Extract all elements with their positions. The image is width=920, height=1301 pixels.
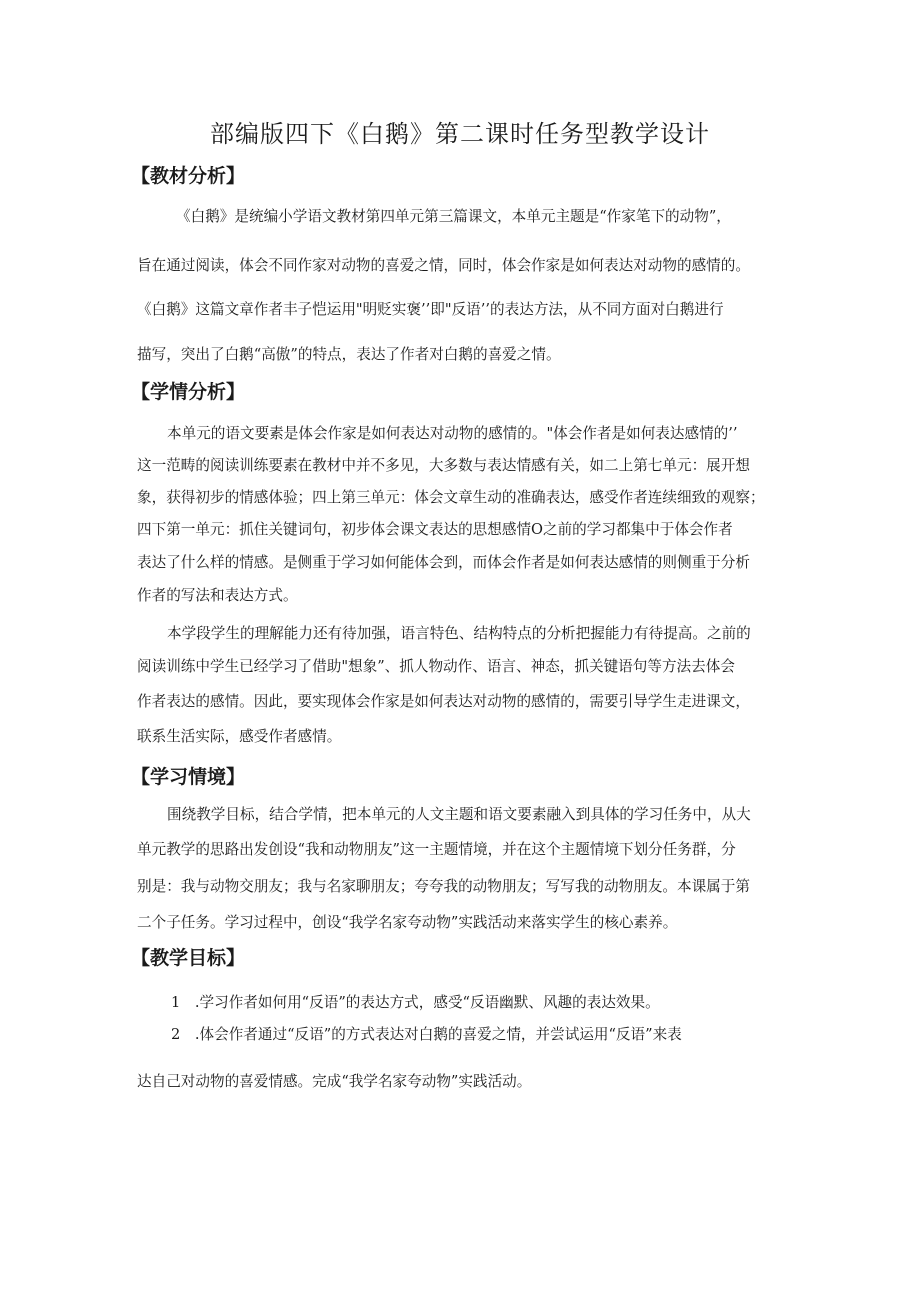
section-heading-teaching-goals: 【教学目标】	[131, 947, 246, 969]
paragraph-line: 本学段学生的理解能力还有待加强，语言特色、结构特点的分析把握能力有待提高。之前的	[167, 625, 751, 642]
paragraph-line: 二个子任务。学习过程中，创设“我学名家夸动物”实践活动来落实学生的核心素养。	[137, 914, 678, 931]
paragraph-line: 象，获得初步的情感体验；四上第三单元：体会文章生动的准确表达，感受作者连续细致的观察；	[137, 489, 765, 506]
goal-item: 2 .体会作者通过“反语”的方式表达对白鹅的喜爱之情，并尝试运用“反语”来表	[171, 1026, 682, 1043]
document-title: 部编版四下《白鹅》第二课时任务型教学设计	[210, 120, 710, 148]
goal-item: 1 .学习作者如何用“反语”的表达方式，感受“反语幽默、风趣的表达效果。	[171, 994, 660, 1011]
paragraph-line: 联系生活实际，感受作者感情。	[137, 728, 342, 745]
paragraph-line: 本单元的语文要素是体会作家是如何表达对动物的感情的。"体会作者是如何表达感情的’’	[167, 425, 738, 442]
section-heading-learning-context: 【学习情境】	[131, 766, 246, 788]
paragraph-line: 这一范畴的阅读训练要素在教材中并不多见，大多数与表达情感有关，如二上第七单元：展开想	[137, 457, 750, 474]
paragraph-line: 别是：我与动物交朋友；我与名家聊朋友；夸夸我的动物朋友；写写我的动物朋友。本课属于第	[137, 878, 750, 895]
paragraph-line: 阅读训练中学生已经学习了借助"想象”、抓人物动作、语言、神态，抓关键语句等方法去体会	[137, 658, 735, 675]
section-heading-textbook-analysis: 【教材分析】	[131, 165, 246, 187]
paragraph-line: 四下第一单元：抓住关键词句，初步体会课文表达的思想感情O之前的学习都集中于体会作者	[137, 521, 733, 538]
paragraph-line: 达自己对动物的喜爱情感。完成“我学名家夸动物”实践活动。	[137, 1073, 532, 1090]
paragraph-line: 单元教学的思路出发创设“我和动物朋友”这一主题情境，并在这个主题情境下划分任务群，分	[137, 841, 736, 858]
paragraph-line: 围绕教学目标，结合学情，把本单元的人文主题和语文要素融入到具体的学习任务中，从大	[167, 806, 751, 823]
paragraph-line: 《白鹅》这篇文章作者丰子恺运用"明贬实褒’’即"反语’’的表达方法，从不同方面对白鹅进行	[137, 301, 724, 318]
section-heading-learner-analysis: 【学情分析】	[131, 381, 246, 403]
paragraph-line: 表达了什么样的情感。是侧重于学习如何能体会到，而体会作者是如何表达感情的则侧重于分析	[137, 554, 750, 571]
paragraph-line: 作者表达的感情。因此，要实现体会作家是如何表达对动物的感情的，需要引导学生走进课文，	[137, 693, 750, 710]
paragraph-line: 《白鹅》是统编小学语文教材第四单元第三篇课文，本单元主题是“作家笔下的动物”，	[176, 208, 731, 225]
paragraph-line: 旨在通过阅读，体会不同作家对动物的喜爱之情，同时，体会作家是如何表达对动物的感情的。	[137, 257, 750, 274]
paragraph-line: 描写，突出了白鹅“高傲”的特点，表达了作者对白鹅的喜爱之情。	[137, 346, 561, 363]
paragraph-line: 作者的写法和表达方式。	[137, 587, 298, 604]
